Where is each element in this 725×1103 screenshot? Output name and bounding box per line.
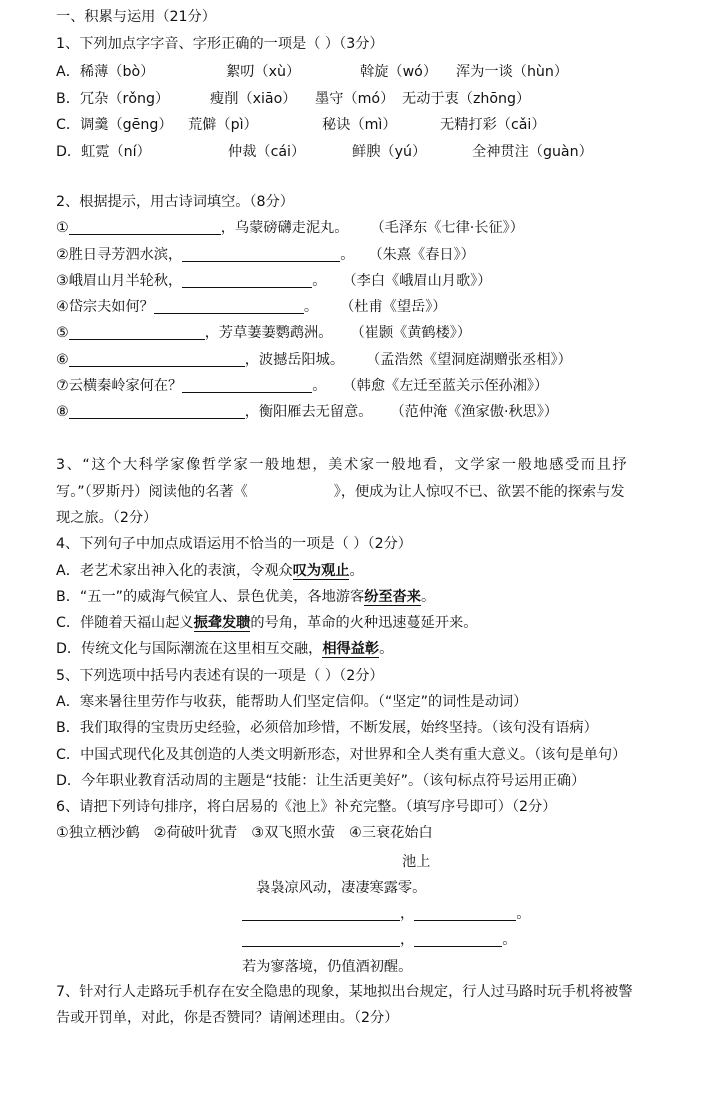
answer-blank[interactable]: [414, 905, 516, 921]
idiom-marked: 相得益彰: [322, 641, 380, 657]
answer-blank[interactable]: [242, 931, 400, 947]
q1-option-d-3: 鲜腴（yú）: [352, 144, 427, 160]
q2-item-num: ②: [56, 247, 69, 263]
q5-stem: 5、下列选项中括号内表述有误的一项是（ ）（2分）: [56, 668, 384, 684]
q2-item-num: ①: [56, 220, 69, 236]
q2-item-num: ⑤: [56, 325, 69, 341]
answer-blank[interactable]: [69, 219, 221, 235]
q6-choice: ②荷破叶犹青: [153, 825, 238, 841]
q4-option-text: B．“五一”的威海气候宜人、景色优美，各地游客: [56, 589, 365, 605]
poem-title: 池上: [402, 854, 431, 870]
q7-line1: 7、针对行人走路玩手机存在安全隐患的现象，某地拟出台规定，行人过马路时玩手机将被警: [56, 984, 633, 1000]
q2-item-source: （李白《峨眉山月歌》）: [342, 273, 492, 289]
q4-option-text: C．伴随着天福山起义: [56, 615, 194, 631]
poem-punct: 。: [502, 932, 517, 948]
q4-option-text: 。: [349, 563, 364, 579]
answer-blank[interactable]: [69, 403, 245, 419]
q2-item-num: ⑦: [56, 378, 69, 394]
q4-stem: 4、下列句子中加点成语运用不恰当的一项是（ ）（2分）: [56, 536, 412, 552]
q2-item: [56, 272, 491, 290]
q2-item: [56, 219, 524, 237]
q1-option-c-3: 秘诀（mì）: [322, 117, 397, 133]
q3-line2: [56, 483, 625, 501]
q2-item-num: ④: [56, 299, 69, 315]
q2-item-pre: 云横秦岭家何在？: [68, 378, 183, 394]
poem-punct: ，: [400, 906, 415, 922]
q2-item: [56, 351, 572, 369]
q3-line2-pre: 写。”（罗斯丹）阅读他的名著《: [56, 484, 248, 500]
idiom-marked: 振聋发聩: [193, 615, 251, 631]
section-title: 一、积累与运用（21分）: [56, 9, 216, 25]
q4-option-a: [56, 562, 364, 580]
q2-item-post: 。: [312, 273, 327, 289]
answer-blank[interactable]: [182, 377, 312, 393]
q1-option-a-4: 浑为一谈（hùn）: [456, 64, 569, 80]
q2-item-pre: 胜日寻芳泗水滨，: [68, 247, 183, 263]
q1-option-a-3: 斡旋（wó）: [360, 64, 438, 80]
q1-option-b-3: 墨守（mó）: [315, 91, 395, 107]
q1-option-d-1: D．虹霓（ní）: [56, 144, 151, 160]
q4-option-text: 。: [379, 641, 394, 657]
q2-item: [56, 298, 446, 316]
q3-line1: 3、“这个大科学家像哲学家一般地想，美术家一般地看，文学家一般地感受而且抒: [56, 457, 629, 473]
q7-line2: 告或开罚单，对此，你是否赞同？请阐述理由。（2分）: [56, 1010, 399, 1026]
q2-item-pre: 峨眉山月半轮秋，: [68, 273, 183, 289]
q2-stem: 2、根据提示，用古诗词填空。（8分）: [56, 194, 294, 210]
q2-item-post: 。: [340, 247, 355, 263]
q4-option-text: D．传统文化与国际潮流在这里相互交融，: [56, 641, 323, 657]
q6-stem: 6、请把下列诗句排序，将白居易的《池上》补充完整。（填写序号即可）（2分）: [56, 799, 557, 815]
q1-option-a-2: 絮叨（xù）: [226, 64, 301, 80]
q2-item-post: 。: [312, 378, 327, 394]
q4-option-text: 。: [420, 589, 436, 605]
q2-item-source: （韩愈《左迁至蓝关示侄孙湘》）: [342, 378, 549, 394]
q2-item: [56, 246, 475, 264]
q3-line3: 现之旅。（2分）: [56, 510, 158, 526]
q4-option-text: 的号角，革命的火种迅速蔓延开来。: [250, 615, 478, 631]
q5-option-d: D．今年职业教育活动周的主题是“技能：让生活更美好”。（该句标点符号运用正确）: [56, 773, 586, 789]
q2-item-post: ，乌蒙磅礴走泥丸。: [220, 220, 349, 236]
q1-option-b-4: 无动于衷（zhōng）: [402, 91, 531, 107]
q2-item-post: ，波撼岳阳城。: [244, 352, 345, 368]
q2-item: [56, 324, 471, 342]
q2-item-num: ⑧: [56, 404, 69, 420]
poem-punct: 。: [516, 906, 531, 922]
q1-stem: 1、下列加点字字音、字形正确的一项是（ ）（3分）: [56, 36, 384, 52]
answer-blank[interactable]: [182, 246, 340, 262]
q2-item-source: （毛泽东《七律·长征》）: [370, 220, 524, 236]
q2-item-source: （崔颢《黄鹤楼》）: [350, 325, 472, 341]
idiom-marked: 纷至沓来: [364, 589, 421, 605]
q3-line2-post: 》，便成为让人惊叹不已、欲罢不能的探索与发: [333, 484, 625, 500]
q1-option-c-2: 荒僻（pì）: [188, 117, 258, 133]
q2-item-source: （孟浩然《望洞庭湖赠张丞相》）: [366, 352, 572, 368]
q1-option-b-2: 瘦削（xiāo）: [210, 91, 297, 107]
poem-blank-line: [242, 903, 530, 923]
poem-blank-line: [242, 929, 516, 949]
q6-choice: ③双飞照水萤: [251, 825, 336, 841]
q1-option-c-4: 无精打彩（cǎi）: [440, 117, 546, 133]
q2-item: [56, 403, 558, 421]
q1-option-c-1: C．调羹（gēng）: [56, 117, 173, 133]
q6-choice: ①独立栖沙鹤: [56, 825, 140, 841]
answer-blank[interactable]: [154, 298, 304, 314]
q2-item-post: ，芳草萋萋鹦鹉洲。: [204, 325, 333, 341]
q2-item-post: 。: [303, 299, 319, 315]
q4-option-text: A．老艺术家出神入化的表演，令观众: [56, 563, 293, 579]
q4-option-b: [56, 588, 435, 606]
q2-item: [56, 377, 548, 395]
idiom-marked: 叹为观止: [292, 563, 350, 579]
q4-option-c: [56, 614, 477, 632]
answer-blank[interactable]: [69, 351, 245, 367]
q1-option-a-1: A．稀薄（bò）: [56, 64, 155, 80]
answer-blank[interactable]: [182, 272, 312, 288]
q2-item-pre: 岱宗夫如何？: [68, 299, 154, 315]
q4-option-d: [56, 640, 393, 658]
q2-item-source: （范仲淹《渔家傲·秋思》）: [390, 404, 559, 420]
q6-choices: [56, 824, 433, 842]
q1-option-d-4: 全神贯注（guàn）: [472, 144, 593, 160]
answer-blank[interactable]: [414, 931, 502, 947]
q2-item-num: ⑥: [56, 352, 69, 368]
q2-item-source: （杜甫《望岳》）: [340, 299, 447, 315]
poem-punct: ，: [400, 932, 415, 948]
q6-choice: ④三衰花始白: [349, 825, 433, 841]
poem-line: 若为寥落境，仍值酒初醒。: [242, 959, 413, 975]
q1-option-d-2: 仲裁（cái）: [228, 144, 306, 160]
q5-option-b: B．我们取得的宝贵历史经验，必须倍加珍惜，不断发展，始终坚持。（该句没有语病）: [56, 720, 598, 736]
q5-option-c: C．中国式现代化及其创造的人类文明新形态，对世界和全人类有重大意义。（该句是单句）: [56, 747, 627, 763]
answer-blank[interactable]: [242, 905, 400, 921]
poem-line: 袅袅凉风动，凄凄寒露零。: [256, 880, 427, 896]
answer-blank[interactable]: [69, 324, 205, 340]
q2-item-num: ③: [56, 273, 69, 289]
q5-option-a: A．寒来暑往里劳作与收获，能帮助人们坚定信仰。（“坚定”的词性是动词）: [56, 694, 528, 710]
q2-item-source: （朱熹《春日》）: [368, 247, 475, 263]
q1-option-b-1: B．冗杂（rǒng）: [56, 91, 170, 107]
q2-item-post: ，衡阳雁去无留意。: [244, 404, 373, 420]
